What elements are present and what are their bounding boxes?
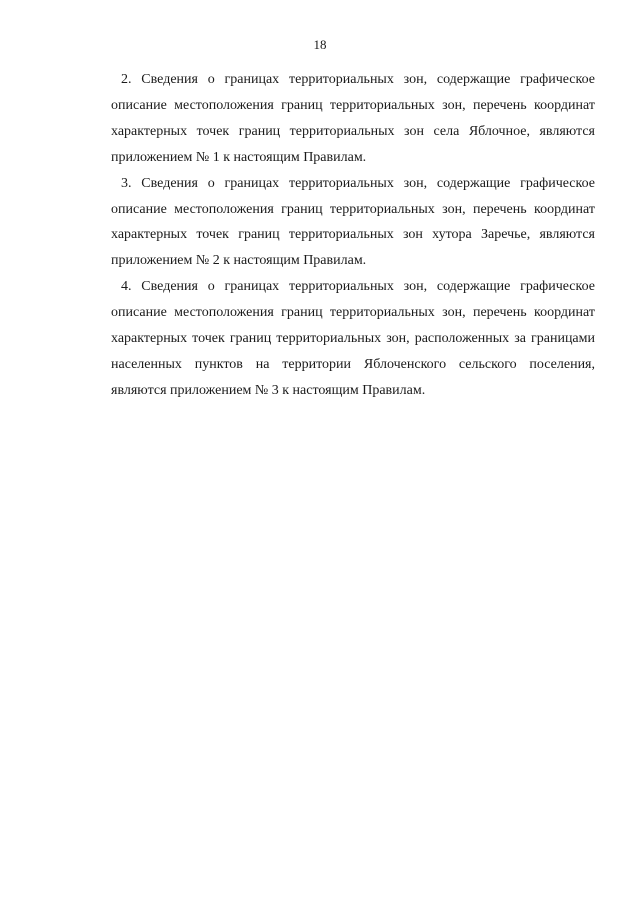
page-number: 18 [313, 37, 327, 52]
paragraph-item-3: 3. Сведения о границах территориальных зон, содержащие графическое описание местоположения границ территориальных зон, перечень координат характерных точек границ территориальных зон хутора Заречье, являются приложением № 2 к настоящим Правилам. [111, 175, 595, 269]
paragraph-item-2: 2. Сведения о границах территориальных зон, содержащие графическое описание местоположения границ территориальных зон, перечень координат характерных точек границ территориальных зон села Яблочное, являются приложением № 1 к настоящим Правилам. [111, 72, 595, 165]
document-body [111, 67, 595, 404]
paragraph-item-4: 4. Сведения о границах территориальных зон, содержащие графическое описание местоположения границ территориальных зон, перечень координат характерных точек границ территориальных зон, расположенных за границами населенных пунктов на территории Яблоченского сельского поселения, являются приложением № 3 к настоящим Правилам. [111, 279, 595, 398]
